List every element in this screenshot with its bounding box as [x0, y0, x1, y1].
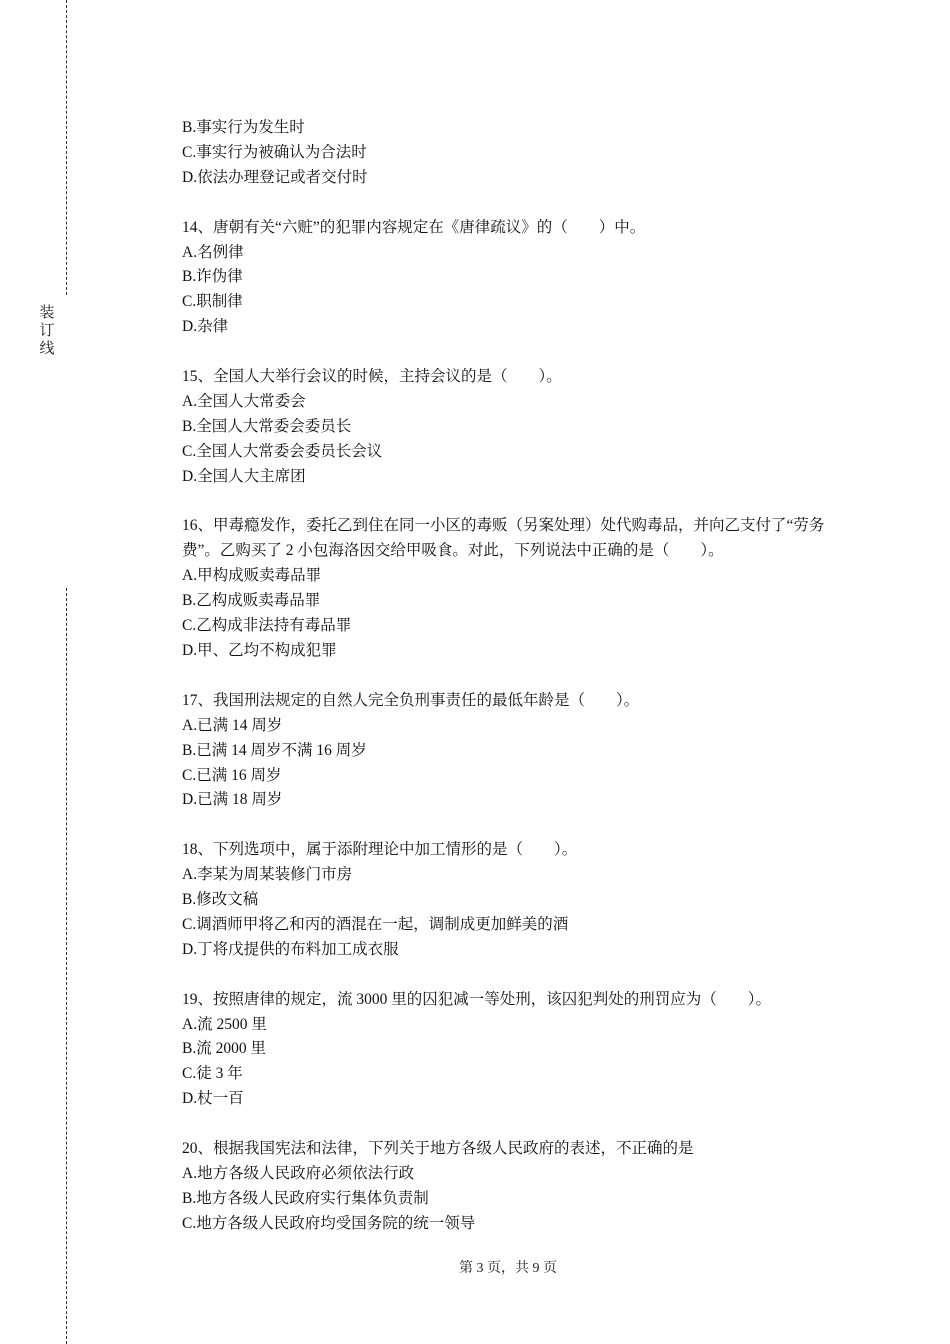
question-18	[182, 838, 852, 963]
exam-content	[182, 116, 852, 1262]
option-a: A.已满 14 周岁	[182, 716, 283, 734]
option-b: B.诈伪律	[182, 268, 243, 286]
option-c: C.事实行为被确认为合法时	[182, 143, 367, 161]
option-c: C.职制律	[182, 293, 243, 311]
question-17	[182, 689, 852, 814]
option-a: A.甲构成贩卖毒品罪	[182, 567, 322, 585]
question-20	[182, 1137, 852, 1237]
question-16	[182, 514, 852, 663]
binding-dashed-line-bottom	[66, 588, 67, 1344]
option-c: C.乙构成非法持有毒品罪	[182, 617, 352, 635]
option-c: C.地方各级人民政府均受国务院的统一领导	[182, 1214, 476, 1232]
option-a: A.地方各级人民政府必须依法行政	[182, 1164, 415, 1182]
option-c: C.徒 3 年	[182, 1065, 243, 1083]
question-stem: 20、根据我国宪法和法律，下列关于地方各级人民政府的表述，不正确的是	[182, 1140, 694, 1158]
option-c: C.调酒师甲将乙和丙的酒混在一起，调制成更加鲜美的酒	[182, 915, 569, 933]
option-d: D.杖一百	[182, 1090, 244, 1108]
page-footer: 第 3 页，共 9 页	[459, 1261, 557, 1276]
option-b: B.事实行为发生时	[182, 119, 305, 136]
question-stem: 16、甲毒瘾发作，委托乙到住在同一小区的毒贩（另案处理）处代购毒品，并向乙支付了“劳务费”。乙购买了 2 小包海洛因交给甲吸食。对此，下列说法中正确的是（ ）。	[182, 517, 825, 560]
option-b: B.修改文稿	[182, 891, 259, 909]
question-stem: 15、全国人大举行会议的时候，主持会议的是（ ）。	[182, 368, 562, 386]
option-c: C.已满 16 周岁	[182, 766, 282, 784]
option-d: D.已满 18 周岁	[182, 791, 283, 809]
option-d: D.丁将戊提供的布料加工成衣服	[182, 940, 399, 958]
option-b: B.乙构成贩卖毒品罪	[182, 592, 321, 610]
question-stem: 17、我国刑法规定的自然人完全负刑事责任的最低年龄是（ ）。	[182, 691, 640, 709]
question-stem: 14、唐朝有关“六赃”的犯罪内容规定在《唐律疏议》的（ ）中。	[182, 218, 646, 236]
option-d: D.甲、乙均不构成犯罪	[182, 641, 337, 659]
option-a: A.名例律	[182, 243, 244, 261]
question-15	[182, 365, 852, 490]
option-a: A.李某为周某装修门市房	[182, 866, 353, 884]
option-d: D.杂律	[182, 318, 229, 336]
option-a: A.全国人大常委会	[182, 392, 306, 410]
question-stem: 18、下列选项中，属于添附理论中加工情形的是（ ）。	[182, 841, 578, 859]
option-a: A.流 2500 里	[182, 1015, 267, 1033]
question-stem: 19、按照唐律的规定，流 3000 里的囚犯减一等处刑，该囚犯判处的刑罚应为（ ）。	[182, 990, 772, 1008]
question-13-continuation	[182, 116, 852, 191]
option-d: D.全国人大主席团	[182, 467, 306, 485]
option-b: B.全国人大常委会委员长	[182, 417, 352, 435]
option-b: B.地方各级人民政府实行集体负责制	[182, 1189, 429, 1207]
option-b: B.已满 14 周岁不满 16 周岁	[182, 741, 367, 759]
question-14	[182, 216, 852, 341]
option-d: D.依法办理登记或者交付时	[182, 168, 368, 186]
option-c: C.全国人大常委会委员长会议	[182, 442, 383, 460]
question-19	[182, 988, 852, 1113]
option-b: B.流 2000 里	[182, 1040, 266, 1058]
binding-dashed-line-top	[66, 0, 67, 295]
binding-label: 装订线	[39, 305, 55, 357]
